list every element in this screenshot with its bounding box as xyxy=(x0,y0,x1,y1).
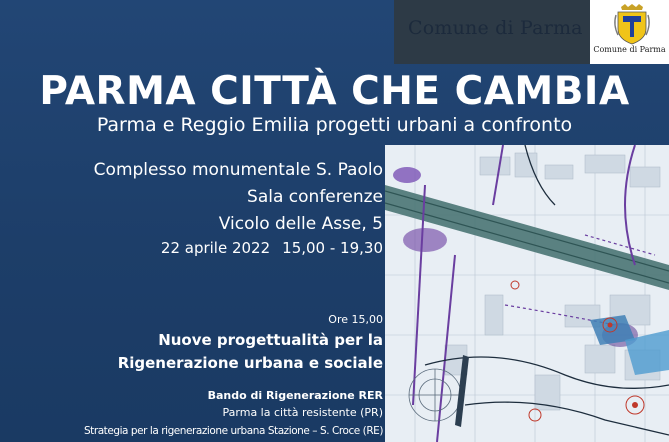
program-item: Strategia per la rigenerazione urbana Stazione – S. Croce (RE) xyxy=(83,425,383,437)
session-time: Ore 15,00 xyxy=(328,313,383,326)
comune-text: Comune di Parma xyxy=(408,17,583,39)
venue-name: Complesso monumentale S. Paolo xyxy=(93,160,383,180)
poster-subtitle: Parma e Reggio Emilia progetti urbani a confronto xyxy=(96,114,573,136)
urban-plan-map xyxy=(385,145,669,442)
program-heading: Bando di Rigenerazione RER xyxy=(207,389,383,402)
event-time: 15,00 - 19,30 xyxy=(282,239,383,257)
program-item: Parma la città resistente (PR) xyxy=(222,406,383,419)
session-title-line2: Rigenerazione urbana e sociale xyxy=(117,354,383,372)
parma-crest-icon xyxy=(612,3,652,45)
event-date-time xyxy=(161,239,383,257)
venue-address: Vicolo delle Asse, 5 xyxy=(218,214,383,234)
crest-caption: Comune di Parma xyxy=(593,45,666,54)
poster-title: PARMA CITTÀ CHE CAMBIA xyxy=(39,69,630,114)
venue-room: Sala conferenze xyxy=(247,187,383,207)
event-date: 22 aprile 2022 xyxy=(160,239,271,257)
session-title-line1: Nuove progettualità per la xyxy=(158,331,383,349)
